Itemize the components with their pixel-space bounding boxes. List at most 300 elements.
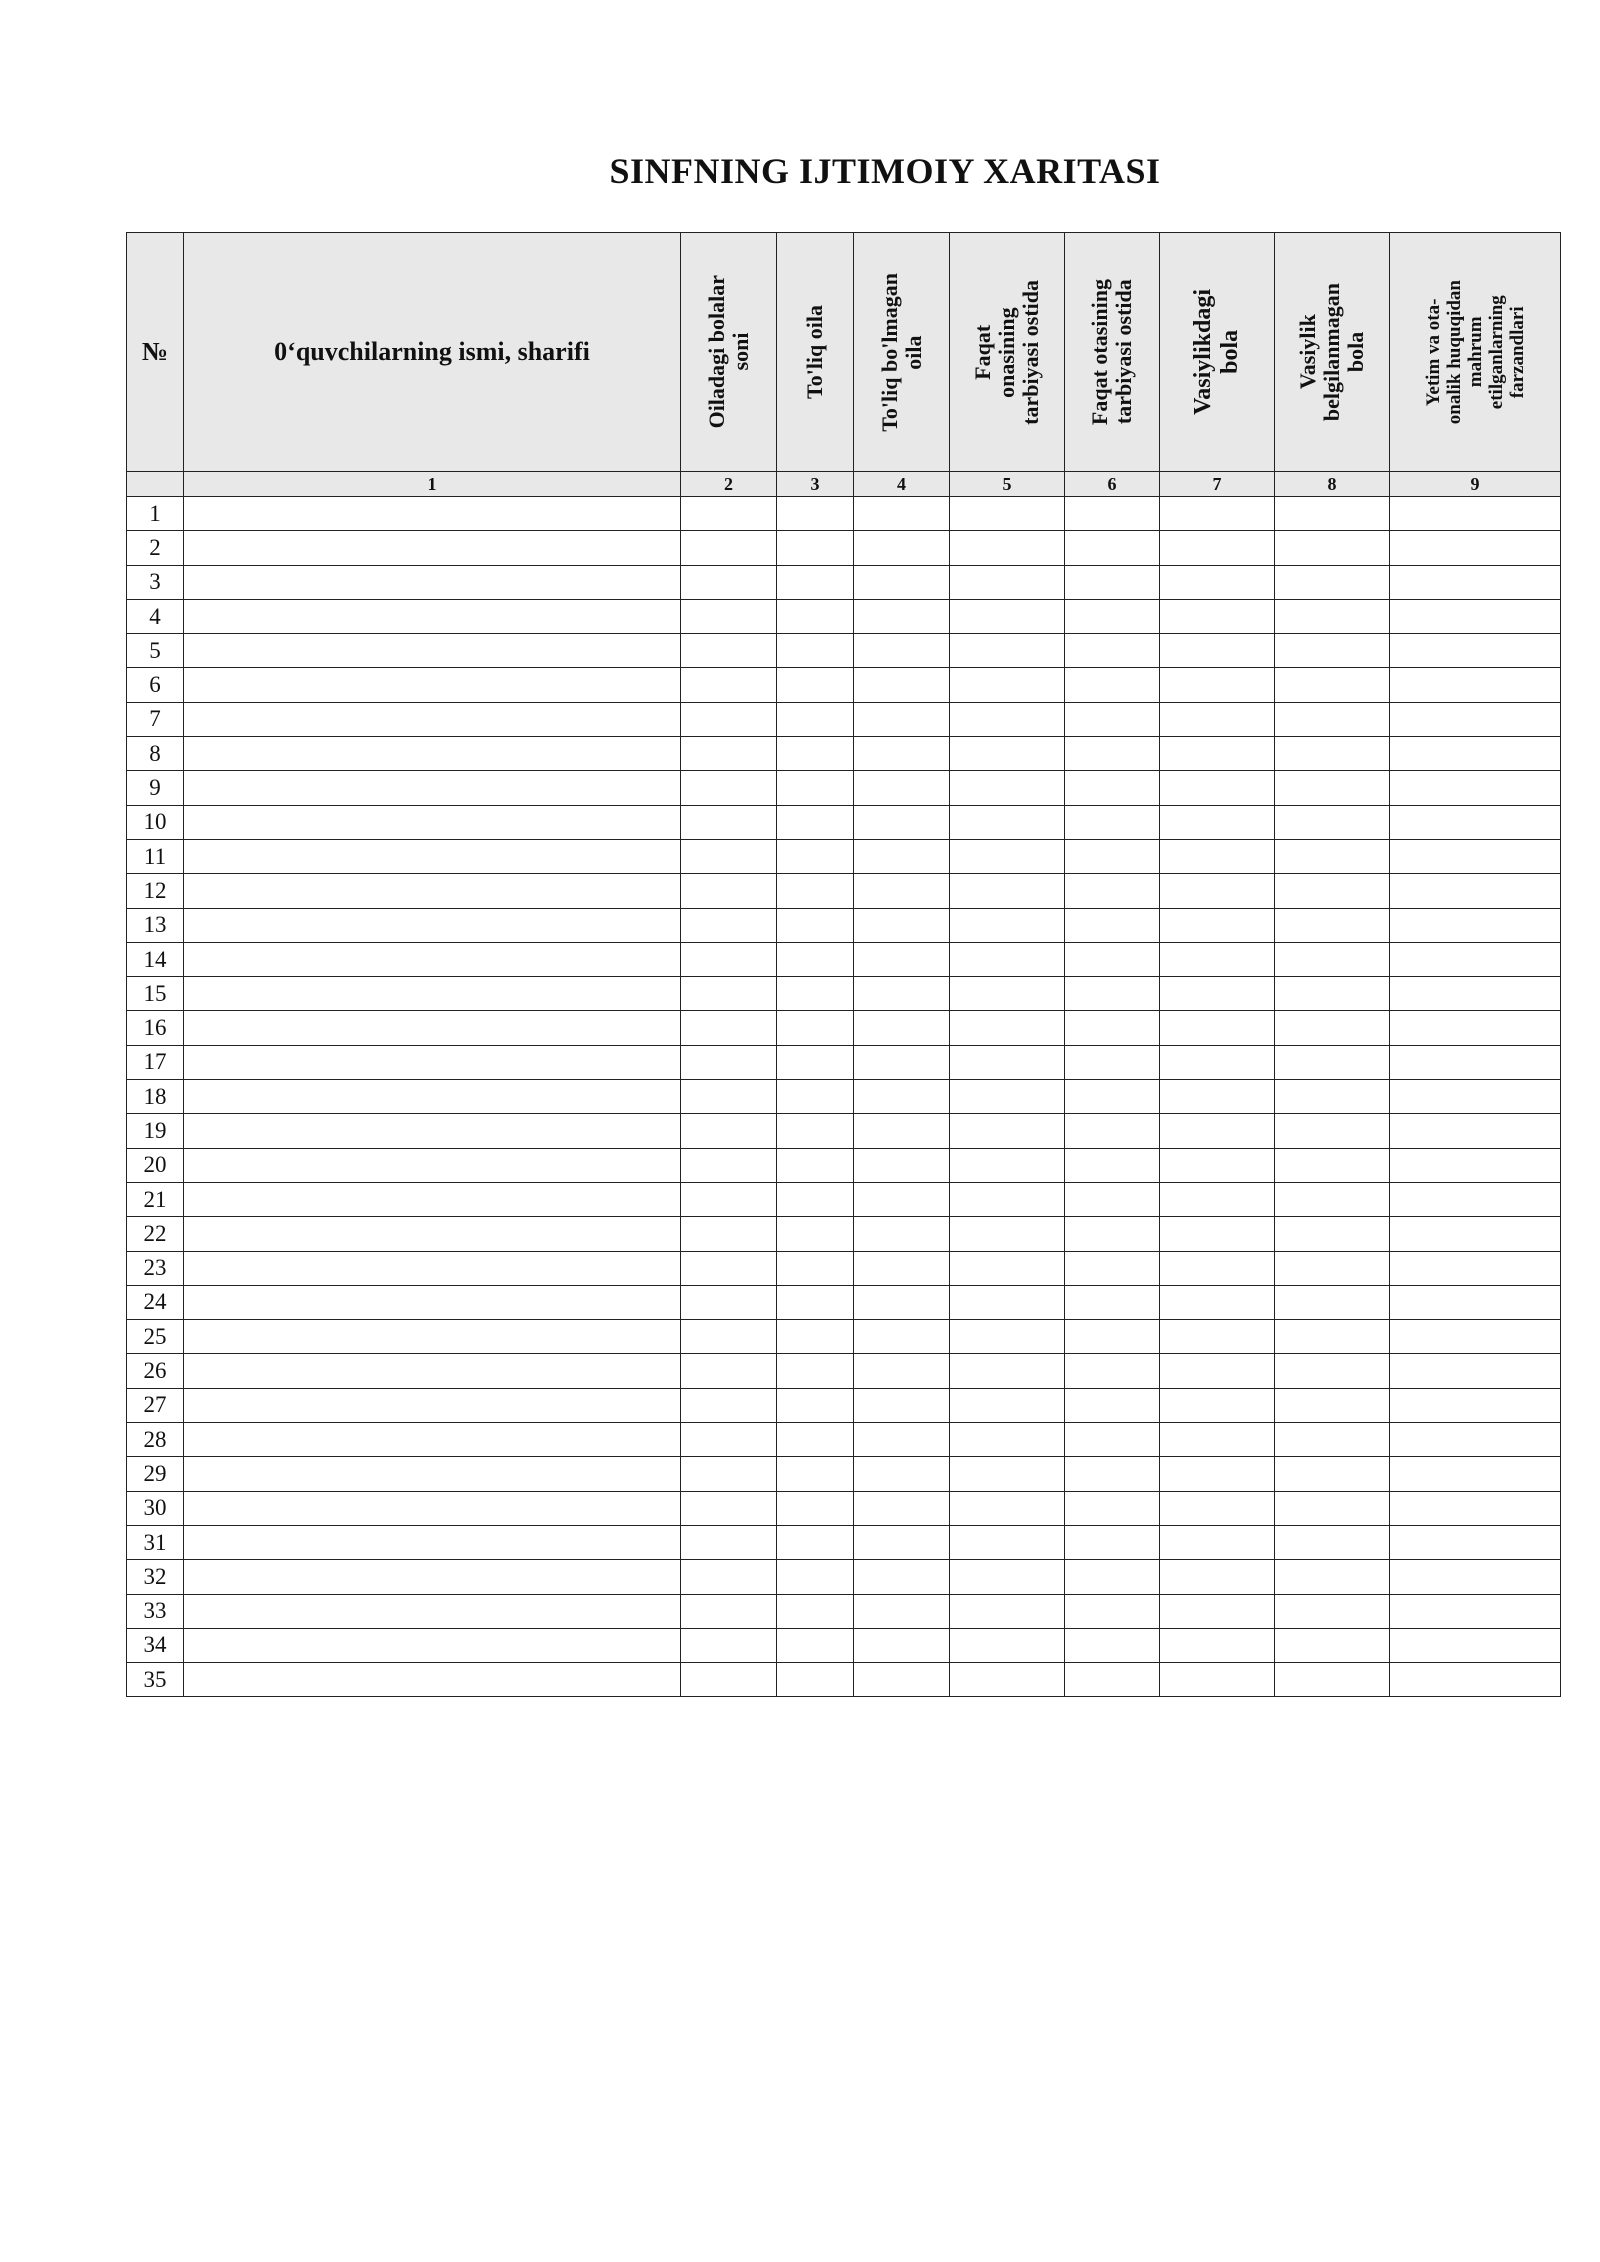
table-cell[interactable] bbox=[950, 1182, 1065, 1216]
table-cell[interactable] bbox=[1390, 1285, 1561, 1319]
table-cell[interactable] bbox=[950, 1423, 1065, 1457]
table-cell[interactable] bbox=[1065, 1285, 1160, 1319]
table-cell[interactable] bbox=[854, 1114, 950, 1148]
table-cell[interactable] bbox=[1160, 874, 1275, 908]
table-cell[interactable] bbox=[854, 737, 950, 771]
table-cell[interactable] bbox=[854, 1148, 950, 1182]
student-name-cell[interactable] bbox=[184, 1491, 681, 1525]
table-cell[interactable] bbox=[777, 1388, 854, 1422]
table-cell[interactable] bbox=[1390, 565, 1561, 599]
table-cell[interactable] bbox=[777, 1011, 854, 1045]
table-cell[interactable] bbox=[777, 1182, 854, 1216]
table-cell[interactable] bbox=[681, 1285, 777, 1319]
student-name-cell[interactable] bbox=[184, 1663, 681, 1697]
table-cell[interactable] bbox=[1275, 908, 1390, 942]
table-cell[interactable] bbox=[681, 599, 777, 633]
table-cell[interactable] bbox=[854, 599, 950, 633]
table-cell[interactable] bbox=[1390, 839, 1561, 873]
table-cell[interactable] bbox=[1065, 531, 1160, 565]
table-cell[interactable] bbox=[1390, 1217, 1561, 1251]
table-cell[interactable] bbox=[777, 1251, 854, 1285]
table-cell[interactable] bbox=[950, 1148, 1065, 1182]
table-cell[interactable] bbox=[1390, 1011, 1561, 1045]
table-cell[interactable] bbox=[681, 1594, 777, 1628]
table-cell[interactable] bbox=[1275, 977, 1390, 1011]
table-cell[interactable] bbox=[1160, 1285, 1275, 1319]
student-name-cell[interactable] bbox=[184, 1320, 681, 1354]
table-cell[interactable] bbox=[1160, 977, 1275, 1011]
table-cell[interactable] bbox=[1390, 1560, 1561, 1594]
table-cell[interactable] bbox=[854, 1663, 950, 1697]
table-cell[interactable] bbox=[1065, 497, 1160, 531]
student-name-cell[interactable] bbox=[184, 1217, 681, 1251]
table-cell[interactable] bbox=[1065, 839, 1160, 873]
table-cell[interactable] bbox=[1275, 1457, 1390, 1491]
table-cell[interactable] bbox=[854, 1320, 950, 1354]
table-cell[interactable] bbox=[950, 1320, 1065, 1354]
table-cell[interactable] bbox=[777, 531, 854, 565]
table-cell[interactable] bbox=[950, 702, 1065, 736]
table-cell[interactable] bbox=[1160, 1525, 1275, 1559]
table-cell[interactable] bbox=[1390, 1663, 1561, 1697]
table-cell[interactable] bbox=[854, 1594, 950, 1628]
table-cell[interactable] bbox=[1160, 1354, 1275, 1388]
student-name-cell[interactable] bbox=[184, 1628, 681, 1662]
student-name-cell[interactable] bbox=[184, 1285, 681, 1319]
table-cell[interactable] bbox=[1275, 771, 1390, 805]
table-cell[interactable] bbox=[1390, 1251, 1561, 1285]
table-cell[interactable] bbox=[854, 1388, 950, 1422]
student-name-cell[interactable] bbox=[184, 1045, 681, 1079]
table-cell[interactable] bbox=[1160, 1457, 1275, 1491]
table-cell[interactable] bbox=[1275, 1491, 1390, 1525]
table-cell[interactable] bbox=[1275, 1594, 1390, 1628]
table-cell[interactable] bbox=[950, 1285, 1065, 1319]
table-cell[interactable] bbox=[681, 702, 777, 736]
student-name-cell[interactable] bbox=[184, 977, 681, 1011]
table-cell[interactable] bbox=[1390, 1354, 1561, 1388]
table-cell[interactable] bbox=[1160, 1320, 1275, 1354]
table-cell[interactable] bbox=[1275, 565, 1390, 599]
table-cell[interactable] bbox=[1275, 1251, 1390, 1285]
table-cell[interactable] bbox=[1390, 1628, 1561, 1662]
table-cell[interactable] bbox=[1065, 1388, 1160, 1422]
table-cell[interactable] bbox=[1065, 668, 1160, 702]
table-cell[interactable] bbox=[681, 805, 777, 839]
table-cell[interactable] bbox=[777, 497, 854, 531]
table-cell[interactable] bbox=[777, 634, 854, 668]
table-cell[interactable] bbox=[1275, 1388, 1390, 1422]
table-cell[interactable] bbox=[854, 771, 950, 805]
student-name-cell[interactable] bbox=[184, 668, 681, 702]
table-cell[interactable] bbox=[950, 1560, 1065, 1594]
table-cell[interactable] bbox=[681, 1148, 777, 1182]
table-cell[interactable] bbox=[681, 531, 777, 565]
student-name-cell[interactable] bbox=[184, 874, 681, 908]
table-cell[interactable] bbox=[681, 1320, 777, 1354]
table-cell[interactable] bbox=[1065, 942, 1160, 976]
student-name-cell[interactable] bbox=[184, 1114, 681, 1148]
table-cell[interactable] bbox=[854, 1560, 950, 1594]
table-cell[interactable] bbox=[854, 805, 950, 839]
table-cell[interactable] bbox=[1275, 1560, 1390, 1594]
student-name-cell[interactable] bbox=[184, 565, 681, 599]
table-cell[interactable] bbox=[950, 737, 1065, 771]
table-cell[interactable] bbox=[1160, 839, 1275, 873]
table-cell[interactable] bbox=[777, 1594, 854, 1628]
table-cell[interactable] bbox=[1065, 599, 1160, 633]
table-cell[interactable] bbox=[1275, 737, 1390, 771]
table-cell[interactable] bbox=[1160, 668, 1275, 702]
table-cell[interactable] bbox=[1065, 874, 1160, 908]
table-cell[interactable] bbox=[1275, 1114, 1390, 1148]
table-cell[interactable] bbox=[777, 805, 854, 839]
table-cell[interactable] bbox=[777, 565, 854, 599]
table-cell[interactable] bbox=[681, 1491, 777, 1525]
table-cell[interactable] bbox=[1275, 1354, 1390, 1388]
table-cell[interactable] bbox=[1390, 1045, 1561, 1079]
student-name-cell[interactable] bbox=[184, 1080, 681, 1114]
table-cell[interactable] bbox=[950, 1251, 1065, 1285]
table-cell[interactable] bbox=[1390, 497, 1561, 531]
table-cell[interactable] bbox=[950, 1217, 1065, 1251]
table-cell[interactable] bbox=[854, 1217, 950, 1251]
table-cell[interactable] bbox=[1065, 1148, 1160, 1182]
table-cell[interactable] bbox=[681, 1011, 777, 1045]
student-name-cell[interactable] bbox=[184, 1457, 681, 1491]
table-cell[interactable] bbox=[1160, 565, 1275, 599]
table-cell[interactable] bbox=[681, 634, 777, 668]
table-cell[interactable] bbox=[854, 1011, 950, 1045]
table-cell[interactable] bbox=[777, 1045, 854, 1079]
table-cell[interactable] bbox=[854, 1285, 950, 1319]
table-cell[interactable] bbox=[1275, 531, 1390, 565]
table-cell[interactable] bbox=[777, 702, 854, 736]
table-cell[interactable] bbox=[777, 668, 854, 702]
table-cell[interactable] bbox=[777, 1080, 854, 1114]
table-cell[interactable] bbox=[1275, 702, 1390, 736]
table-cell[interactable] bbox=[1275, 497, 1390, 531]
student-name-cell[interactable] bbox=[184, 1525, 681, 1559]
table-cell[interactable] bbox=[950, 1594, 1065, 1628]
table-cell[interactable] bbox=[950, 977, 1065, 1011]
table-cell[interactable] bbox=[777, 1285, 854, 1319]
student-name-cell[interactable] bbox=[184, 1423, 681, 1457]
table-cell[interactable] bbox=[1160, 1011, 1275, 1045]
student-name-cell[interactable] bbox=[184, 634, 681, 668]
table-cell[interactable] bbox=[1390, 1423, 1561, 1457]
table-cell[interactable] bbox=[1160, 599, 1275, 633]
table-cell[interactable] bbox=[1065, 1114, 1160, 1148]
table-cell[interactable] bbox=[1390, 908, 1561, 942]
table-cell[interactable] bbox=[1390, 977, 1561, 1011]
table-cell[interactable] bbox=[1160, 1628, 1275, 1662]
table-cell[interactable] bbox=[854, 1354, 950, 1388]
table-cell[interactable] bbox=[1065, 1080, 1160, 1114]
table-cell[interactable] bbox=[1275, 1663, 1390, 1697]
table-cell[interactable] bbox=[854, 1457, 950, 1491]
table-cell[interactable] bbox=[681, 1182, 777, 1216]
table-cell[interactable] bbox=[854, 1423, 950, 1457]
table-cell[interactable] bbox=[950, 1457, 1065, 1491]
table-cell[interactable] bbox=[681, 771, 777, 805]
table-cell[interactable] bbox=[1160, 1388, 1275, 1422]
table-cell[interactable] bbox=[1065, 1354, 1160, 1388]
table-cell[interactable] bbox=[1390, 874, 1561, 908]
table-cell[interactable] bbox=[777, 839, 854, 873]
table-cell[interactable] bbox=[1390, 1320, 1561, 1354]
table-cell[interactable] bbox=[681, 1525, 777, 1559]
table-cell[interactable] bbox=[950, 839, 1065, 873]
table-cell[interactable] bbox=[1275, 1182, 1390, 1216]
table-cell[interactable] bbox=[1065, 1011, 1160, 1045]
table-cell[interactable] bbox=[1065, 771, 1160, 805]
table-cell[interactable] bbox=[950, 634, 1065, 668]
table-cell[interactable] bbox=[681, 1045, 777, 1079]
student-name-cell[interactable] bbox=[184, 1388, 681, 1422]
table-cell[interactable] bbox=[681, 737, 777, 771]
table-cell[interactable] bbox=[1065, 1320, 1160, 1354]
student-name-cell[interactable] bbox=[184, 1182, 681, 1216]
table-cell[interactable] bbox=[1065, 1560, 1160, 1594]
table-cell[interactable] bbox=[1160, 737, 1275, 771]
table-cell[interactable] bbox=[950, 1491, 1065, 1525]
table-cell[interactable] bbox=[1065, 1525, 1160, 1559]
table-cell[interactable] bbox=[950, 1525, 1065, 1559]
table-cell[interactable] bbox=[854, 702, 950, 736]
table-cell[interactable] bbox=[777, 771, 854, 805]
table-cell[interactable] bbox=[1275, 634, 1390, 668]
table-cell[interactable] bbox=[1390, 771, 1561, 805]
table-cell[interactable] bbox=[854, 1525, 950, 1559]
table-cell[interactable] bbox=[854, 839, 950, 873]
table-cell[interactable] bbox=[1065, 1594, 1160, 1628]
table-cell[interactable] bbox=[1390, 1080, 1561, 1114]
table-cell[interactable] bbox=[950, 1080, 1065, 1114]
table-cell[interactable] bbox=[950, 531, 1065, 565]
table-cell[interactable] bbox=[681, 1628, 777, 1662]
table-cell[interactable] bbox=[681, 977, 777, 1011]
table-cell[interactable] bbox=[1275, 1148, 1390, 1182]
table-cell[interactable] bbox=[777, 1320, 854, 1354]
table-cell[interactable] bbox=[777, 1148, 854, 1182]
table-cell[interactable] bbox=[1390, 1388, 1561, 1422]
student-name-cell[interactable] bbox=[184, 531, 681, 565]
table-cell[interactable] bbox=[1065, 634, 1160, 668]
table-cell[interactable] bbox=[950, 942, 1065, 976]
table-cell[interactable] bbox=[1390, 1148, 1561, 1182]
table-cell[interactable] bbox=[1390, 737, 1561, 771]
table-cell[interactable] bbox=[681, 1080, 777, 1114]
table-cell[interactable] bbox=[1065, 1251, 1160, 1285]
table-cell[interactable] bbox=[777, 1354, 854, 1388]
table-cell[interactable] bbox=[1065, 565, 1160, 599]
table-cell[interactable] bbox=[1160, 1182, 1275, 1216]
table-cell[interactable] bbox=[950, 1628, 1065, 1662]
student-name-cell[interactable] bbox=[184, 1011, 681, 1045]
student-name-cell[interactable] bbox=[184, 599, 681, 633]
table-cell[interactable] bbox=[950, 599, 1065, 633]
table-cell[interactable] bbox=[777, 599, 854, 633]
table-cell[interactable] bbox=[1275, 805, 1390, 839]
table-cell[interactable] bbox=[777, 874, 854, 908]
table-cell[interactable] bbox=[1275, 1320, 1390, 1354]
table-cell[interactable] bbox=[950, 1114, 1065, 1148]
table-cell[interactable] bbox=[777, 1457, 854, 1491]
table-cell[interactable] bbox=[854, 497, 950, 531]
table-cell[interactable] bbox=[1160, 1423, 1275, 1457]
table-cell[interactable] bbox=[1390, 599, 1561, 633]
table-cell[interactable] bbox=[1390, 805, 1561, 839]
table-cell[interactable] bbox=[1390, 1594, 1561, 1628]
table-cell[interactable] bbox=[950, 565, 1065, 599]
student-name-cell[interactable] bbox=[184, 497, 681, 531]
table-cell[interactable] bbox=[1390, 1525, 1561, 1559]
table-cell[interactable] bbox=[1275, 1525, 1390, 1559]
table-cell[interactable] bbox=[1275, 839, 1390, 873]
table-cell[interactable] bbox=[1160, 805, 1275, 839]
table-cell[interactable] bbox=[1160, 1080, 1275, 1114]
table-cell[interactable] bbox=[1160, 1491, 1275, 1525]
table-cell[interactable] bbox=[1390, 668, 1561, 702]
table-cell[interactable] bbox=[681, 1251, 777, 1285]
table-cell[interactable] bbox=[1390, 531, 1561, 565]
table-cell[interactable] bbox=[1275, 1080, 1390, 1114]
table-cell[interactable] bbox=[777, 1560, 854, 1594]
table-cell[interactable] bbox=[1160, 1114, 1275, 1148]
student-name-cell[interactable] bbox=[184, 1354, 681, 1388]
student-name-cell[interactable] bbox=[184, 942, 681, 976]
table-cell[interactable] bbox=[681, 942, 777, 976]
table-cell[interactable] bbox=[1390, 702, 1561, 736]
table-cell[interactable] bbox=[950, 497, 1065, 531]
table-cell[interactable] bbox=[950, 1011, 1065, 1045]
table-cell[interactable] bbox=[1160, 702, 1275, 736]
student-name-cell[interactable] bbox=[184, 1148, 681, 1182]
table-cell[interactable] bbox=[1390, 1491, 1561, 1525]
table-cell[interactable] bbox=[854, 1628, 950, 1662]
table-cell[interactable] bbox=[854, 565, 950, 599]
table-cell[interactable] bbox=[854, 531, 950, 565]
student-name-cell[interactable] bbox=[184, 839, 681, 873]
student-name-cell[interactable] bbox=[184, 737, 681, 771]
student-name-cell[interactable] bbox=[184, 702, 681, 736]
table-cell[interactable] bbox=[1065, 805, 1160, 839]
table-cell[interactable] bbox=[777, 1491, 854, 1525]
table-cell[interactable] bbox=[1065, 1457, 1160, 1491]
table-cell[interactable] bbox=[777, 1525, 854, 1559]
table-cell[interactable] bbox=[777, 908, 854, 942]
table-cell[interactable] bbox=[1160, 1594, 1275, 1628]
table-cell[interactable] bbox=[777, 737, 854, 771]
table-cell[interactable] bbox=[681, 908, 777, 942]
table-cell[interactable] bbox=[1160, 1251, 1275, 1285]
student-name-cell[interactable] bbox=[184, 908, 681, 942]
table-cell[interactable] bbox=[681, 1114, 777, 1148]
table-cell[interactable] bbox=[1160, 1148, 1275, 1182]
table-cell[interactable] bbox=[1275, 874, 1390, 908]
table-cell[interactable] bbox=[1160, 531, 1275, 565]
table-cell[interactable] bbox=[854, 1080, 950, 1114]
table-cell[interactable] bbox=[1390, 1457, 1561, 1491]
table-cell[interactable] bbox=[854, 668, 950, 702]
table-cell[interactable] bbox=[1160, 634, 1275, 668]
table-cell[interactable] bbox=[681, 1217, 777, 1251]
student-name-cell[interactable] bbox=[184, 1594, 681, 1628]
table-cell[interactable] bbox=[1275, 1628, 1390, 1662]
table-cell[interactable] bbox=[681, 668, 777, 702]
table-cell[interactable] bbox=[1275, 1011, 1390, 1045]
table-cell[interactable] bbox=[1160, 908, 1275, 942]
table-cell[interactable] bbox=[1065, 1628, 1160, 1662]
table-cell[interactable] bbox=[1275, 1423, 1390, 1457]
table-cell[interactable] bbox=[854, 977, 950, 1011]
table-cell[interactable] bbox=[1065, 1045, 1160, 1079]
table-cell[interactable] bbox=[777, 1217, 854, 1251]
table-cell[interactable] bbox=[854, 1045, 950, 1079]
table-cell[interactable] bbox=[777, 1114, 854, 1148]
table-cell[interactable] bbox=[1390, 1114, 1561, 1148]
table-cell[interactable] bbox=[681, 839, 777, 873]
table-cell[interactable] bbox=[1065, 702, 1160, 736]
table-cell[interactable] bbox=[1065, 1217, 1160, 1251]
table-cell[interactable] bbox=[854, 634, 950, 668]
table-cell[interactable] bbox=[777, 1423, 854, 1457]
table-cell[interactable] bbox=[681, 565, 777, 599]
table-cell[interactable] bbox=[681, 1388, 777, 1422]
table-cell[interactable] bbox=[1390, 1182, 1561, 1216]
table-cell[interactable] bbox=[950, 1388, 1065, 1422]
table-cell[interactable] bbox=[681, 1457, 777, 1491]
table-cell[interactable] bbox=[777, 977, 854, 1011]
table-cell[interactable] bbox=[1065, 1491, 1160, 1525]
table-cell[interactable] bbox=[950, 668, 1065, 702]
table-cell[interactable] bbox=[950, 771, 1065, 805]
table-cell[interactable] bbox=[681, 1423, 777, 1457]
table-cell[interactable] bbox=[777, 942, 854, 976]
table-cell[interactable] bbox=[1160, 497, 1275, 531]
table-cell[interactable] bbox=[854, 1182, 950, 1216]
student-name-cell[interactable] bbox=[184, 1560, 681, 1594]
table-cell[interactable] bbox=[777, 1628, 854, 1662]
table-cell[interactable] bbox=[950, 908, 1065, 942]
student-name-cell[interactable] bbox=[184, 1251, 681, 1285]
table-cell[interactable] bbox=[1275, 1045, 1390, 1079]
table-cell[interactable] bbox=[1065, 908, 1160, 942]
table-cell[interactable] bbox=[1065, 1423, 1160, 1457]
table-cell[interactable] bbox=[681, 1663, 777, 1697]
table-cell[interactable] bbox=[1275, 599, 1390, 633]
table-cell[interactable] bbox=[1160, 942, 1275, 976]
table-cell[interactable] bbox=[950, 1354, 1065, 1388]
table-cell[interactable] bbox=[1160, 771, 1275, 805]
table-cell[interactable] bbox=[1160, 1560, 1275, 1594]
table-cell[interactable] bbox=[1065, 1663, 1160, 1697]
table-cell[interactable] bbox=[681, 1354, 777, 1388]
table-cell[interactable] bbox=[681, 874, 777, 908]
table-cell[interactable] bbox=[854, 1251, 950, 1285]
table-cell[interactable] bbox=[854, 1491, 950, 1525]
table-cell[interactable] bbox=[950, 874, 1065, 908]
table-cell[interactable] bbox=[854, 942, 950, 976]
table-cell[interactable] bbox=[681, 1560, 777, 1594]
student-name-cell[interactable] bbox=[184, 771, 681, 805]
table-cell[interactable] bbox=[950, 1663, 1065, 1697]
table-cell[interactable] bbox=[1390, 942, 1561, 976]
table-cell[interactable] bbox=[777, 1663, 854, 1697]
table-cell[interactable] bbox=[1065, 1182, 1160, 1216]
student-name-cell[interactable] bbox=[184, 805, 681, 839]
